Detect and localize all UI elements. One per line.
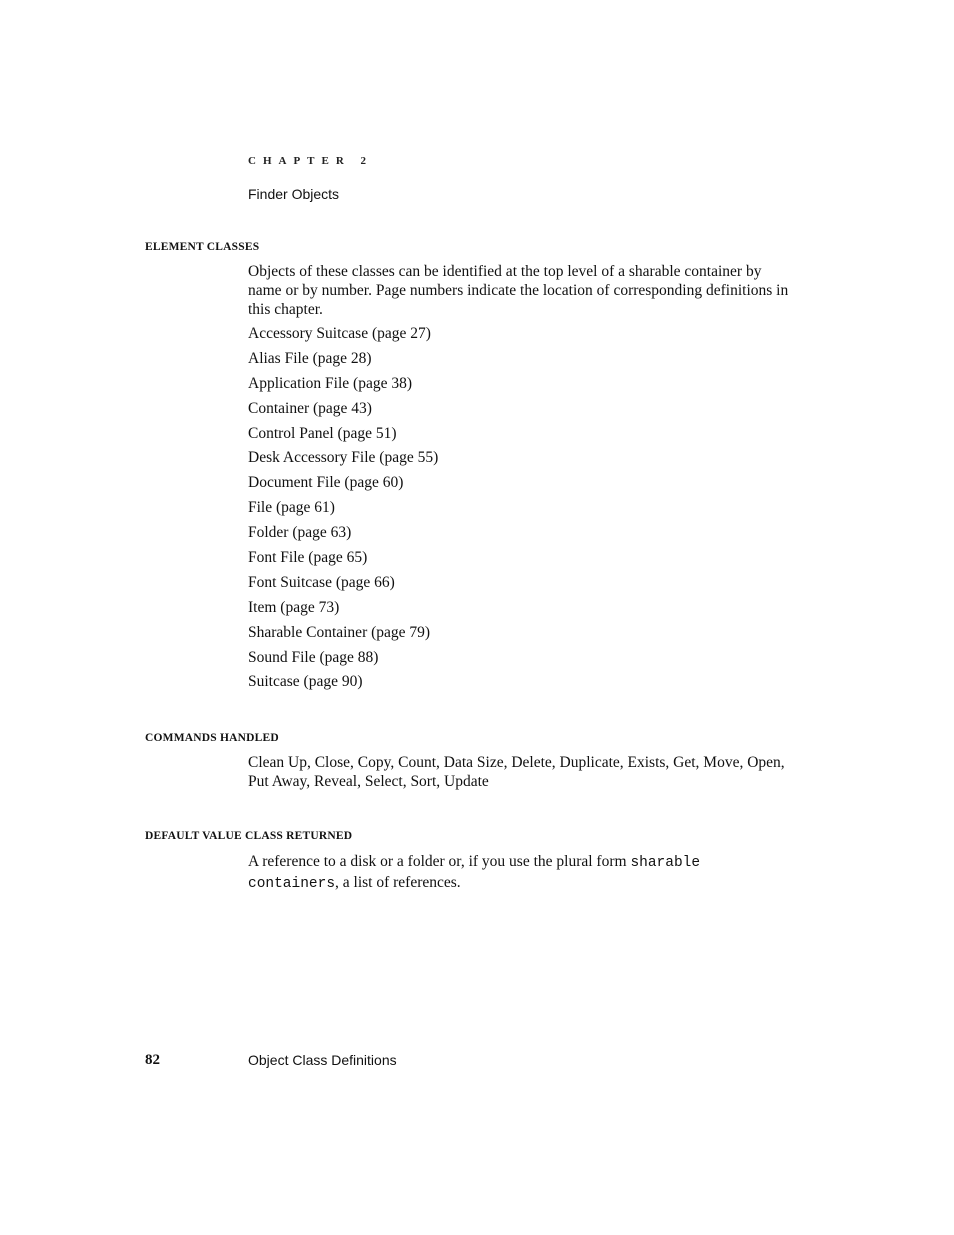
list-item: File (page 61) — [248, 499, 335, 517]
element-classes-heading: ELEMENT CLASSES — [145, 241, 260, 253]
list-item: Document File (page 60) — [248, 474, 404, 492]
default-value-text — [248, 852, 798, 894]
default-value-text-after: , a list of references. — [335, 874, 461, 891]
chapter-label: CHAPTER 2 — [248, 155, 374, 167]
list-item: Accessory Suitcase (page 27) — [248, 325, 431, 342]
list-item: Suitcase (page 90) — [248, 673, 363, 691]
default-value-text-before: A reference to a disk or a folder or, if you use the plural form — [248, 853, 631, 870]
list-item: Sharable Container (page 79) — [248, 623, 431, 641]
list-item: Font Suitcase (page 66) — [248, 573, 395, 591]
list-item: Container (page 43) — [248, 399, 372, 417]
list-item: Desk Accessory File (page 55) — [248, 449, 439, 467]
element-classes-list — [248, 324, 438, 697]
list-item: Application File (page 38) — [248, 374, 412, 392]
commands-handled-heading: COMMANDS HANDLED — [145, 732, 279, 744]
list-item: Font File (page 65) — [248, 549, 368, 567]
chapter-title: Finder Objects — [248, 186, 340, 202]
default-value-heading: DEFAULT VALUE CLASS RETURNED — [145, 830, 353, 842]
list-item: Sound File (page 88) — [248, 648, 379, 666]
commands-handled-text: Clean Up, Close, Copy, Count, Data Size, Delete, Duplicate, Exists, Get, Move, Open, Put Away, Reveal, Select, Sort, Update — [248, 754, 785, 790]
footer-section-title: Object Class Definitions — [248, 1052, 397, 1068]
footer-page-number: 82 — [145, 1052, 160, 1068]
list-item: Folder (page 63) — [248, 524, 352, 542]
list-item: Item (page 73) — [248, 598, 340, 616]
list-item: Alias File (page 28) — [248, 349, 372, 367]
default-value-code: sharable containers — [248, 855, 701, 892]
list-item: Control Panel (page 51) — [248, 424, 397, 442]
element-classes-intro: Objects of these classes can be identified at the top level of a sharable container by name or by number. Page numbers indicate the location of corresponding definitions in this chapter. — [248, 263, 789, 318]
